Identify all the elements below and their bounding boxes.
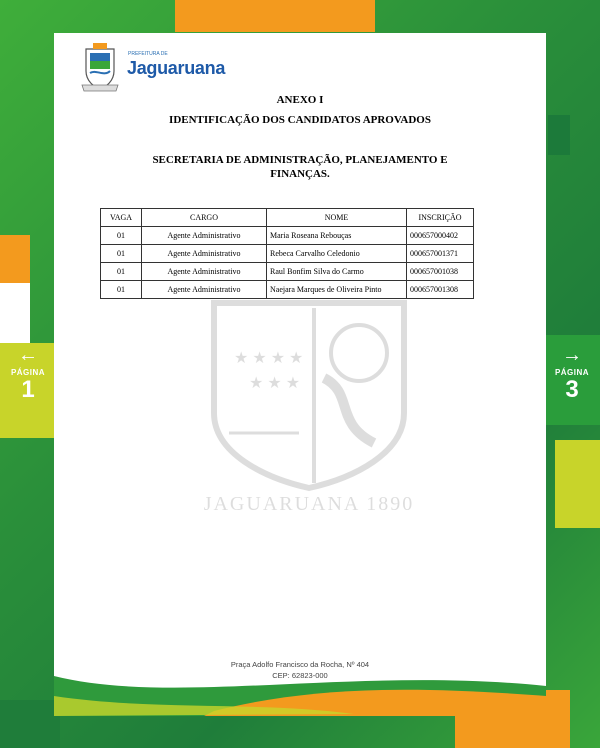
cell-vaga: 01: [101, 263, 142, 281]
document-title: ANEXO I: [276, 94, 324, 106]
watermark-text: JAGUARUANA 1890: [203, 493, 415, 515]
decor-orange-top: [175, 0, 375, 32]
table-row: [101, 281, 474, 299]
arrow-right-icon: →: [562, 344, 582, 366]
cell-cargo: Agente Administrativo: [142, 227, 267, 245]
prev-page-label: PÁGINA: [10, 368, 46, 377]
cell-inscricao: 000657001308: [407, 281, 474, 299]
footer-address: Praça Adolfo Francisco da Rocha, Nº 404: [230, 660, 370, 669]
svg-text:★ ★ ★ ★: ★ ★ ★ ★: [234, 350, 304, 367]
prev-page-number: 1: [21, 376, 35, 403]
table-row: [101, 245, 474, 263]
coat-of-arms-watermark: [194, 283, 424, 533]
approved-candidates-table: [100, 208, 474, 299]
cell-inscricao: 000657001371: [407, 245, 474, 263]
watermark-shield-icon: [194, 283, 424, 493]
footer-cep: CEP: 62823-000: [272, 671, 328, 680]
cell-nome: Rebeca Carvalho Celedonio: [267, 245, 407, 263]
cell-cargo: Agente Administrativo: [142, 263, 267, 281]
decor-dark-right: [548, 115, 570, 155]
cell-inscricao: 000657001038: [407, 263, 474, 281]
cell-nome: Raul Bonfim Silva do Carmo: [267, 263, 407, 281]
column-header-cargo: CARGO: [142, 209, 267, 227]
decor-dark-bottom: [0, 700, 60, 748]
cell-nome: Naejara Marques de Oliveira Pinto: [267, 281, 407, 299]
table-row: [101, 263, 474, 281]
logo-prefix: PREFEITURA DE: [128, 51, 168, 57]
decor-orange-left: [0, 235, 30, 283]
column-header-nome: NOME: [267, 209, 407, 227]
decor-white-left: [0, 283, 30, 343]
column-header-inscricao: INSCRIÇÃO: [407, 209, 474, 227]
document-subtitle: IDENTIFICAÇÃO DOS CANDIDATOS APROVADOS: [169, 114, 431, 126]
cell-vaga: 01: [101, 227, 142, 245]
next-page-label: PÁGINA: [554, 368, 590, 377]
next-page-button[interactable]: [550, 346, 594, 403]
table-row: [101, 227, 474, 245]
logo-city-name: Jaguaruana: [127, 58, 226, 78]
column-header-vaga: VAGA: [101, 209, 142, 227]
cell-nome: Maria Roseana Rebouças: [267, 227, 407, 245]
prev-page-button[interactable]: [6, 346, 50, 403]
arrow-left-icon: ←: [18, 344, 38, 366]
cell-cargo: Agente Administrativo: [142, 281, 267, 299]
svg-text:★ ★ ★: ★ ★ ★: [249, 375, 301, 392]
decor-lime-right: [555, 440, 600, 528]
table-header-row: [101, 209, 474, 227]
coat-of-arms-icon: [80, 41, 120, 93]
cell-inscricao: 000657000402: [407, 227, 474, 245]
cell-vaga: 01: [101, 245, 142, 263]
city-logo: [80, 41, 230, 93]
document-page: [54, 33, 546, 716]
cell-vaga: 01: [101, 281, 142, 299]
next-page-number: 3: [565, 376, 579, 403]
cell-cargo: Agente Administrativo: [142, 245, 267, 263]
section-heading: SECRETARIA DE ADMINISTRAÇÃO, PLANEJAMENTO E FINANÇAS.: [152, 154, 448, 180]
